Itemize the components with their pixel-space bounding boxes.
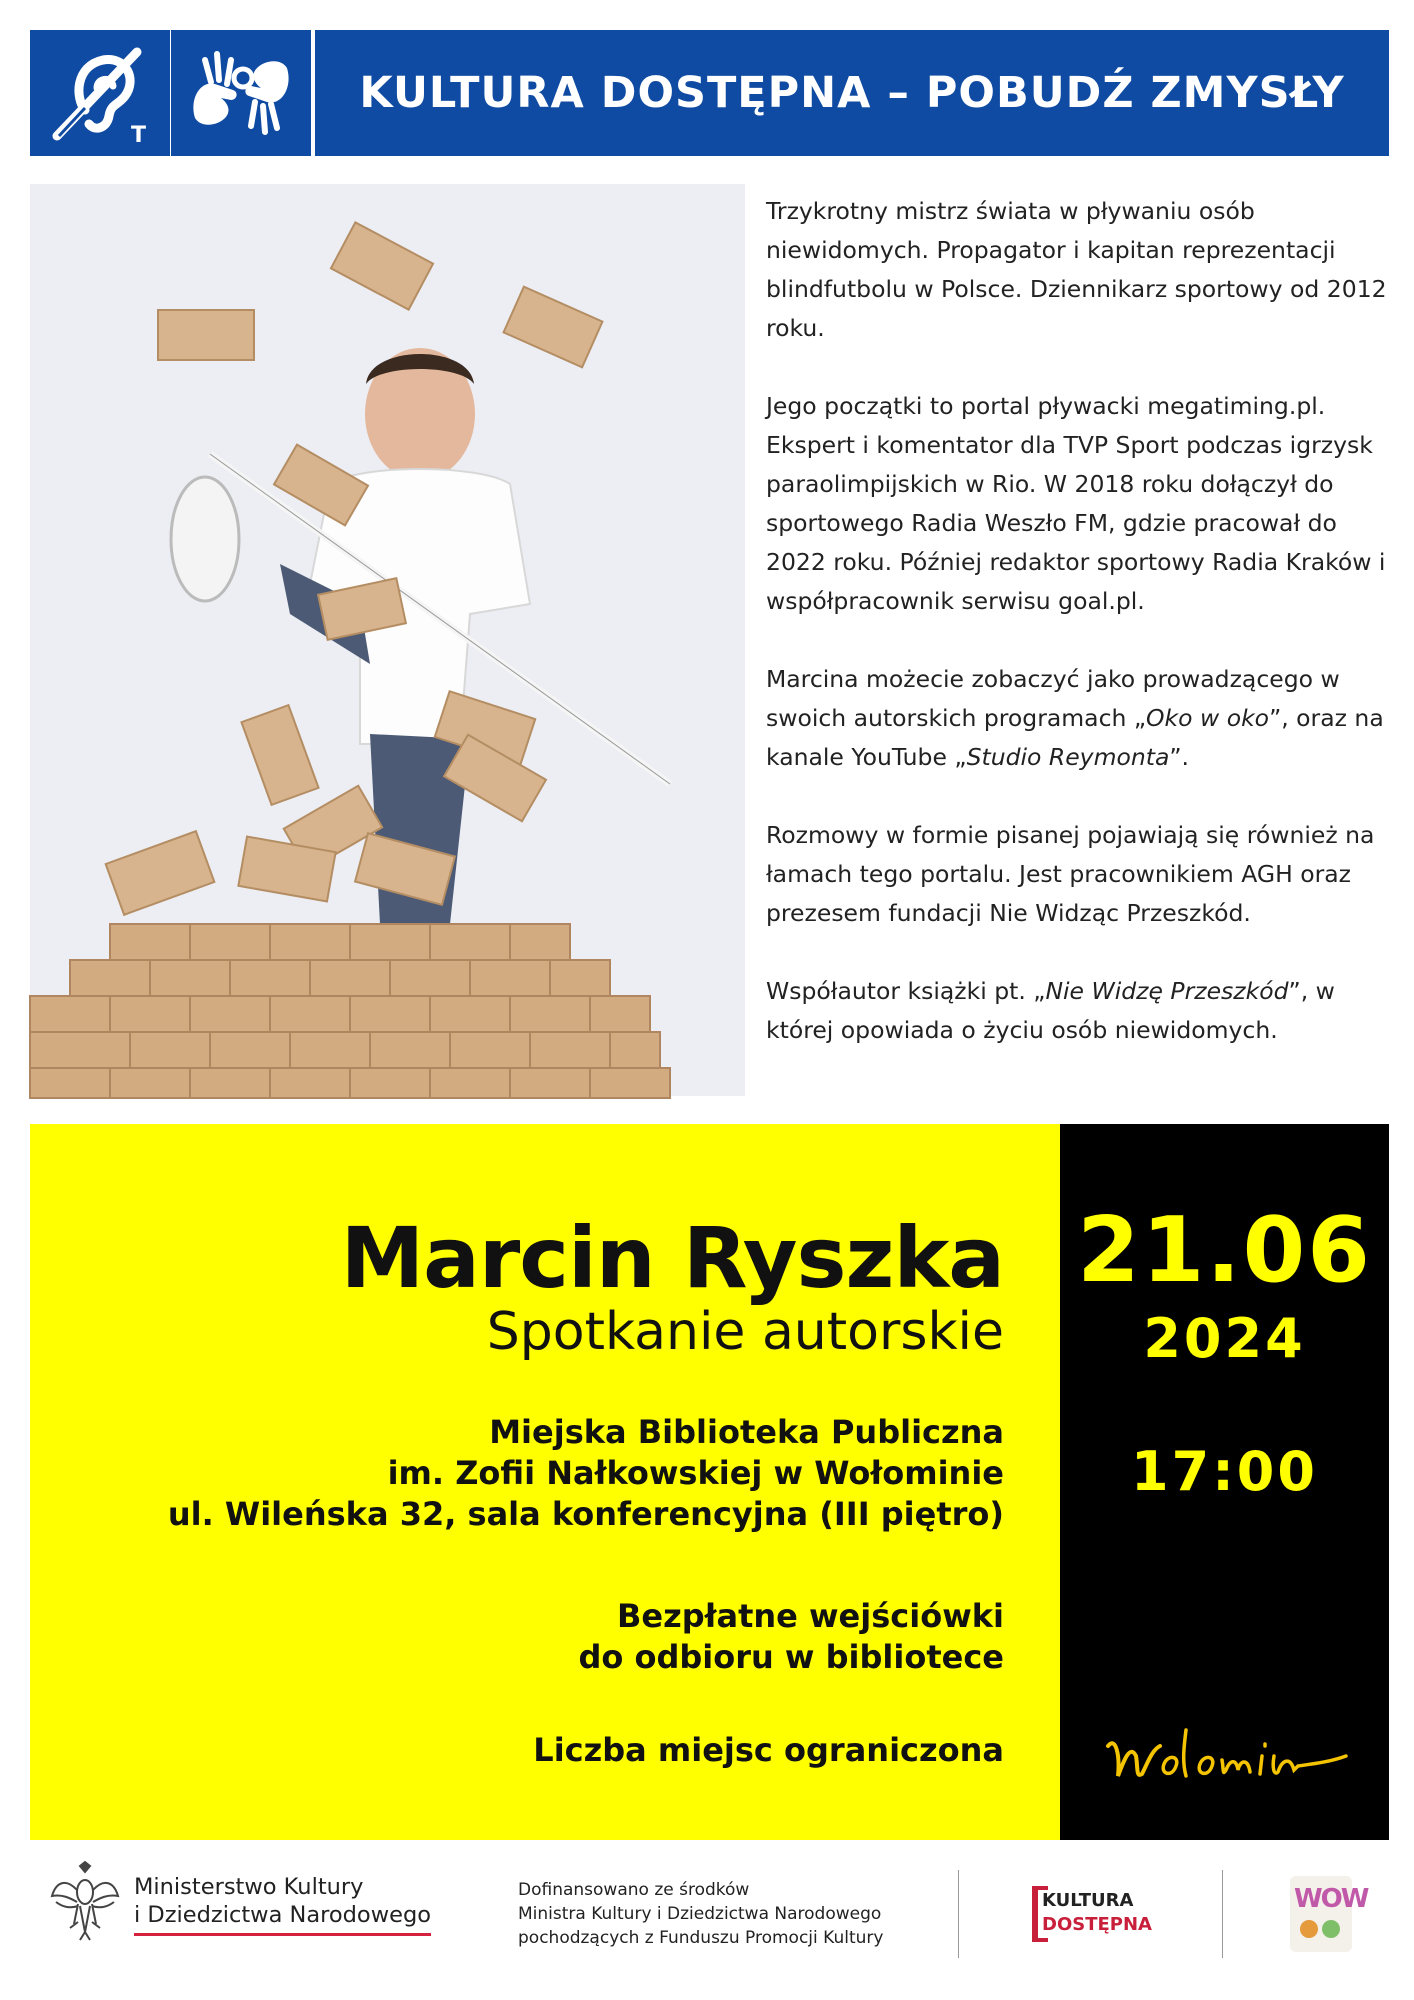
bio-paragraph: Rozmowy w formie pisanej pojawiają się również na łamach tego portalu. Jest pracownikiem AGH oraz prezesem fundacji Nie Widząc Przeszkód. xyxy=(766,821,1375,927)
bio-paragraph: Trzykrotny mistrz świata w pływaniu osób niewidomych. Propagator i kapitan reprezentacji blindfutbolu w Polsce. Dziennikarz sportowy od 2012 roku. xyxy=(766,197,1387,342)
hearing-loop-icon-box xyxy=(30,30,170,156)
kultura-dostepna-logo: KULTURA DOSTĘPNA xyxy=(1032,1886,1144,1942)
tickets-line-2: do odbioru w bibliotece xyxy=(578,1638,1004,1676)
svg-text:T: T xyxy=(131,123,147,148)
sign-language-icon xyxy=(181,38,301,148)
event-date-day: 21.06 xyxy=(1077,1198,1372,1303)
bio-paragraph: Marcina możecie zobaczyć jako prowadzącego w swoich autorskich programach „Oko w oko”, oraz na kanale YouTube „Studio Reymonta”. xyxy=(766,665,1384,771)
speaker-name: Marcin Ryszka xyxy=(340,1209,1004,1307)
ministry-logo xyxy=(50,1862,431,1946)
wolomin-signature-icon xyxy=(1102,1716,1352,1796)
event-date-year: 2024 xyxy=(1143,1307,1306,1370)
speaker-photo-illustration xyxy=(30,184,745,1096)
venue-line-2: im. Zofii Nałkowskiej w Wołominie xyxy=(387,1454,1004,1492)
funding-note: Dofinansowano ze środków Ministra Kultury i Dziedzictwa Narodowego pochodzących z Funduszu Promocji Kultury xyxy=(518,1880,884,1948)
channel-title: Studio Reymonta xyxy=(966,743,1170,771)
venue-address: ul. Wileńska 32, sala konferencyjna (III piętro) xyxy=(167,1495,1004,1533)
sign-language-icon-box xyxy=(171,30,311,156)
hearing-loop-icon xyxy=(45,38,155,148)
program-title: Oko w oko xyxy=(1146,704,1270,732)
speaker-photo xyxy=(30,184,745,1096)
speaker-bio xyxy=(766,192,1396,1050)
event-subtitle: Spotkanie autorskie xyxy=(486,1302,1004,1362)
wow-logo: WOW xyxy=(1290,1876,1352,1952)
venue-line-1: Miejska Biblioteka Publiczna xyxy=(489,1413,1004,1451)
header-banner-title: KULTURA DOSTĘPNA – POBUDŹ ZMYSŁY xyxy=(315,30,1389,156)
footer-divider xyxy=(958,1870,959,1958)
wolomin-signature-logo xyxy=(1102,1716,1352,1796)
book-title: Nie Widzę Przeszkód xyxy=(1045,977,1289,1005)
ministry-name: Ministerstwo Kultury i Dziedzictwa Narodowego xyxy=(134,1873,431,1936)
event-time: 17:00 xyxy=(1131,1440,1318,1503)
bio-paragraph: Współautor książki pt. „Nie Widzę Przeszkód”, w której opowiada o życiu osób niewidomych. xyxy=(766,977,1335,1044)
bio-paragraph: Jego początki to portal pływacki megatiming.pl. Ekspert i komentator dla TVP Sport podczas igrzysk paraolimpijskich w Rio. W 2018 roku dołączył do sportowego Radia Weszło FM, gdzie pracował do 2022 roku. Później redaktor sportowy Radia Kraków i współpracownik serwisu goal.pl. xyxy=(766,392,1386,615)
limited-seats-note: Liczba miejsc ograniczona xyxy=(533,1731,1004,1769)
footer-divider xyxy=(1222,1870,1223,1958)
tickets-line-1: Bezpłatne wejściówki xyxy=(616,1597,1004,1635)
polish-eagle-icon xyxy=(50,1862,120,1946)
